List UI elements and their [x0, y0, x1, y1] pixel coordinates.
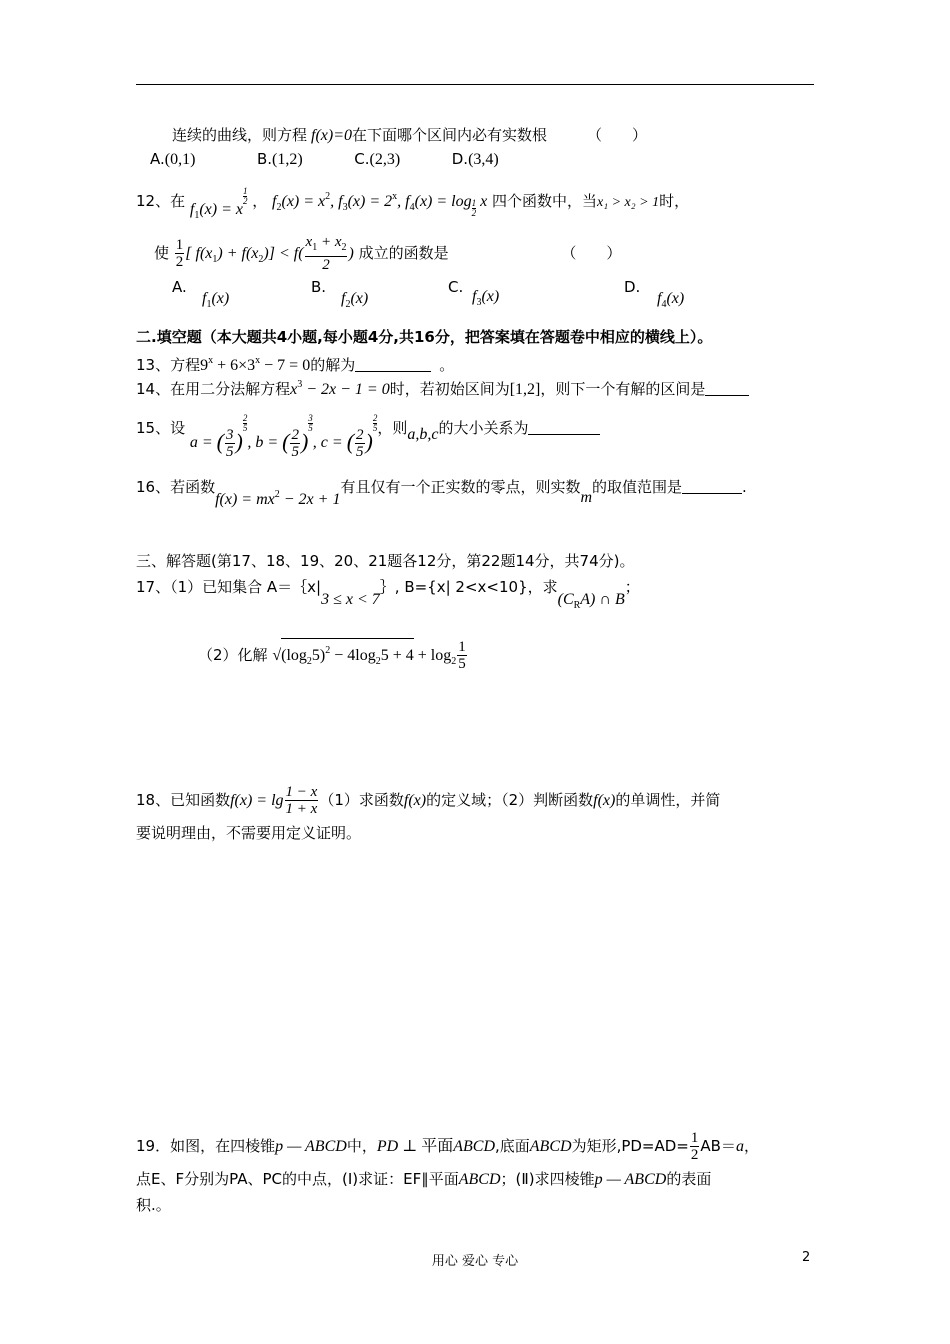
- q12-line1: 12、在 $f_1(x) = x$ $\frac{1}{2}$ ， $f_2(x) = x^2$, $f_3(x) = 2^x$, $f_4(x) = \log$ $\frac{1}{2}$ x 四个函数中，当x₁ > x₂ > 1时，: [136, 186, 690, 221]
- document-page: 连续的曲线，则方程 f(x)=0在下面哪个区间内必有实数根 （ ） A.(0,1) B.(1,2) C.(2,3) D.(3,4) 12、在 $f_1(x) = x$ $\frac{1}{2}$ ， $f_2(x) = x^2$, $f_3(x) = 2^x$, $f_4(x) = \log$ $\frac{1}{2}$ x 四个函数中，当x₁ > x₂ > 1时， 使 $\frac{1}{2}$ [ $f(x_1) + f(x_2)] < f$( $\frac{x_1 + x_2}{2}$ ) 成立的函数是 （ ） A. $f_1(x)$ B. $f_2(x)$ C. $f_3(x)$ D. $f_4(x)$ 二.填空题（本大题共4小题,每小题4分,共16分，把答案填在答题卷中相应的横线上）。 13、方程$9^x + 6\times 3^x - 7 = 0$的解为 。 14、在用二分法解方程$x^3 - 2x - 1 = 0$时，若初始区间为[1,2]，则下一个有解的区间是 15、设 a = ( $\frac{3}{5}$ ) $\frac{2}{5}$ , b = ( $\frac{2}{5}$ ) $\frac{3}{5}$ , c = ( $\frac{2}{5}$ ) $\frac{2}{5}$ ，则a,b,c的大小关系为 16、若函数$f(x) = mx^2 - 2x + 1$有且仅有一个正实数的零点，则实数m的取值范围是 . 三、解答题(第17、18、19、20、21题各12分，第22题14分，共74分)。 17、（1）已知集合 A＝｛x|3 ≤ x < 7｝, B={x| 2<x<10}，求$(C_RA)$ ∩ B； （2）化解 $√(\log_25)^2 - 4\log_25 + 4 + \log_2$ $\frac{1}{5}$ 18、已知函数f(x) = lg $\frac{1 - x}{1 + x}$ （1）求函数f(x)的定义域；（2）判断函数f(x)的单调性，并简 要说明理由，不需要用定义证明。 19．如图，在四棱锥p — ABCD中，PD ⊥ 平面ABCD,底面ABCD为矩形,PD=AD= $\frac{1}{2}$ AB＝a， 点E、F分别为PA、PC的中点，(Ⅰ)求证：EF∥平面ABCD；(Ⅱ)求四棱锥p — ABCD的表面 积.。 用心 爱心 专心 2: [0, 0, 950, 1344]
- q11-line: 连续的曲线，则方程 f(x)=0在下面哪个区间内必有实数根 （ ）: [172, 126, 648, 144]
- q15-line: 15、设 a = ( $\frac{3}{5}$ ) $\frac{2}{5}$ , b = ( $\frac{2}{5}$ ) $\frac{3}{5}$ , c = ( $\frac{2}{5}$ ) $\frac{2}{5}$ ，则a,b,c的大小关系为: [136, 414, 600, 460]
- q12-opt-b: $f_2(x)$: [341, 290, 369, 310]
- footer-text: 用心 爱心 专心: [431, 1254, 519, 1269]
- header-rule: [136, 84, 814, 85]
- q17-part2: （2）化解 $√(\log_25)^2 - 4\log_25 + 4 + \log_2$ $\frac{1}{5}$: [198, 639, 466, 672]
- section3-title: 三、解答题(第17、18、19、20、21题各12分，第22题14分，共74分)。: [136, 552, 635, 570]
- page-number: 2: [802, 1250, 811, 1265]
- q14-line: 14、在用二分法解方程$x^3 - 2x - 1 = 0$时，若初始区间为[1,2]，则下一个有解的区间是: [136, 374, 749, 401]
- section2-title: 二.填空题（本大题共4小题,每小题4分,共16分，把答案填在答题卷中相应的横线上）。: [136, 328, 713, 346]
- q12-opt-a: $f_1(x)$: [202, 290, 230, 310]
- q19-line1: 19．如图，在四棱锥p — ABCD中，PD ⊥ 平面ABCD,底面ABCD为矩形,PD=AD= $\frac{1}{2}$ AB＝a，: [136, 1130, 759, 1163]
- q13-line: 13、方程$9^x + 6\times 3^x - 7 = 0$的解为 。: [136, 355, 455, 374]
- q11-options: A.(0,1) B.(1,2) C.(2,3) D.(3,4): [150, 150, 499, 168]
- q19-line2: 点E、F分别为PA、PC的中点，(Ⅰ)求证：EF∥平面ABCD；(Ⅱ)求四棱锥p — ABCD的表面: [136, 1170, 712, 1188]
- q16-line: 16、若函数$f(x) = mx^2 - 2x + 1$有且仅有一个正实数的零点，则实数m的取值范围是 .: [136, 478, 747, 508]
- q17-part1: 17、（1）已知集合 A＝｛x|3 ≤ x < 7｝, B={x| 2<x<10}，求$(C_RA)$ ∩ B；: [136, 578, 640, 611]
- q18-line2: 要说明理由，不需要用定义证明。: [136, 824, 362, 842]
- q11-equation: f(x)=0: [307, 127, 353, 144]
- q12-line2: 使 $\frac{1}{2}$ [ $f(x_1) + f(x_2)] < f$( $\frac{x_1 + x_2}{2}$ ) 成立的函数是 （ ）: [154, 234, 622, 273]
- q12-opt-d: $f_4(x)$: [657, 290, 685, 310]
- q18-line1: 18、已知函数f(x) = lg $\frac{1 - x}{1 + x}$ （1）求函数f(x)的定义域；（2）判断函数f(x)的单调性，并简: [136, 784, 721, 817]
- q12-opt-c: $f_3(x)$: [472, 288, 500, 308]
- q19-line3: 积.。: [136, 1196, 171, 1214]
